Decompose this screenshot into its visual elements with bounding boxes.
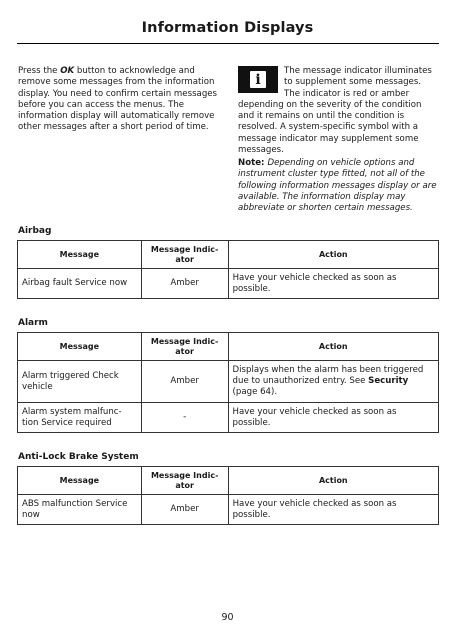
page-number: 90 [221,612,234,623]
section-heading-abs: Anti-Lock Brake System [18,452,139,462]
see-prefix: See [349,376,369,386]
column-header-indicator: Message Indic-ator [141,467,228,495]
alarm-table [17,332,439,433]
action-cell: Have your vehicle checked as soon as possible. [228,269,438,299]
ok-button-label: OK [60,66,75,76]
intro-text-start: Press the [18,66,61,76]
indicator-text: The message indicator illuminates to supplement some messages. The indicator is red or amber depending on the severity of the condition and it remains on until the condition is resolved. A system-specific symbol with a message indicator may supplement some messages. [238,66,432,156]
table-row [18,495,439,525]
table-row [18,361,439,403]
message-cell: Airbag fault Service now [18,269,142,299]
see-suffix: (page 64). [232,387,278,397]
table-header-row [18,467,439,495]
message-cell: Alarm system malfunc-tion Service required [18,403,142,433]
title-rule [17,43,439,44]
indicator-cell: Amber [141,269,228,299]
table-row [18,269,439,299]
info-glyph: i [250,71,266,88]
table-header-row [18,241,439,269]
action-cell: Have your vehicle checked as soon as possible. [228,403,438,433]
airbag-table [17,240,439,299]
column-header-action: Action [228,241,438,269]
column-header-message: Message [18,333,142,361]
column-header-action: Action [228,467,438,495]
column-header-message: Message [18,241,142,269]
column-header-action: Action [228,333,438,361]
indicator-cell: Amber [141,495,228,525]
column-header-indicator: Message Indic-ator [141,241,228,269]
table-header-row [18,333,439,361]
column-header-indicator: Message Indic-ator [141,333,228,361]
message-cell: ABS malfunction Service now [18,495,142,525]
note-paragraph [238,158,438,214]
intro-paragraph [18,66,218,134]
action-cell: Have your vehicle checked as soon as possible. [228,495,438,525]
note-text: Depending on vehicle options and instrument cluster type fitted, not all of the following information messages display or are available. The information display may abbreviate or shorten certain messages. [238,158,437,214]
intro-text-end: button to acknowledge and remove some messages from the information display. You need to confirm certain messages before you can access the menus. The information display will automatically remove other messages after a short period of time. [18,66,218,133]
indicator-paragraph [238,66,438,156]
page-title: Information Displays [141,20,314,36]
indicator-cell: Amber [141,361,228,403]
section-heading-airbag: Airbag [18,226,52,236]
abs-table [17,466,439,525]
section-heading-alarm: Alarm [18,318,48,328]
security-page-link[interactable]: Security [368,376,409,386]
message-cell: Alarm triggered Check vehicle [18,361,142,403]
table-row [18,403,439,433]
icon-spacer [238,66,284,96]
column-header-message: Message [18,467,142,495]
indicator-cell: - [141,403,228,433]
action-text: Displays when the alarm has been triggered due to unauthorized entry. [232,365,424,386]
action-cell [228,361,438,403]
note-label: Note: [238,158,265,168]
